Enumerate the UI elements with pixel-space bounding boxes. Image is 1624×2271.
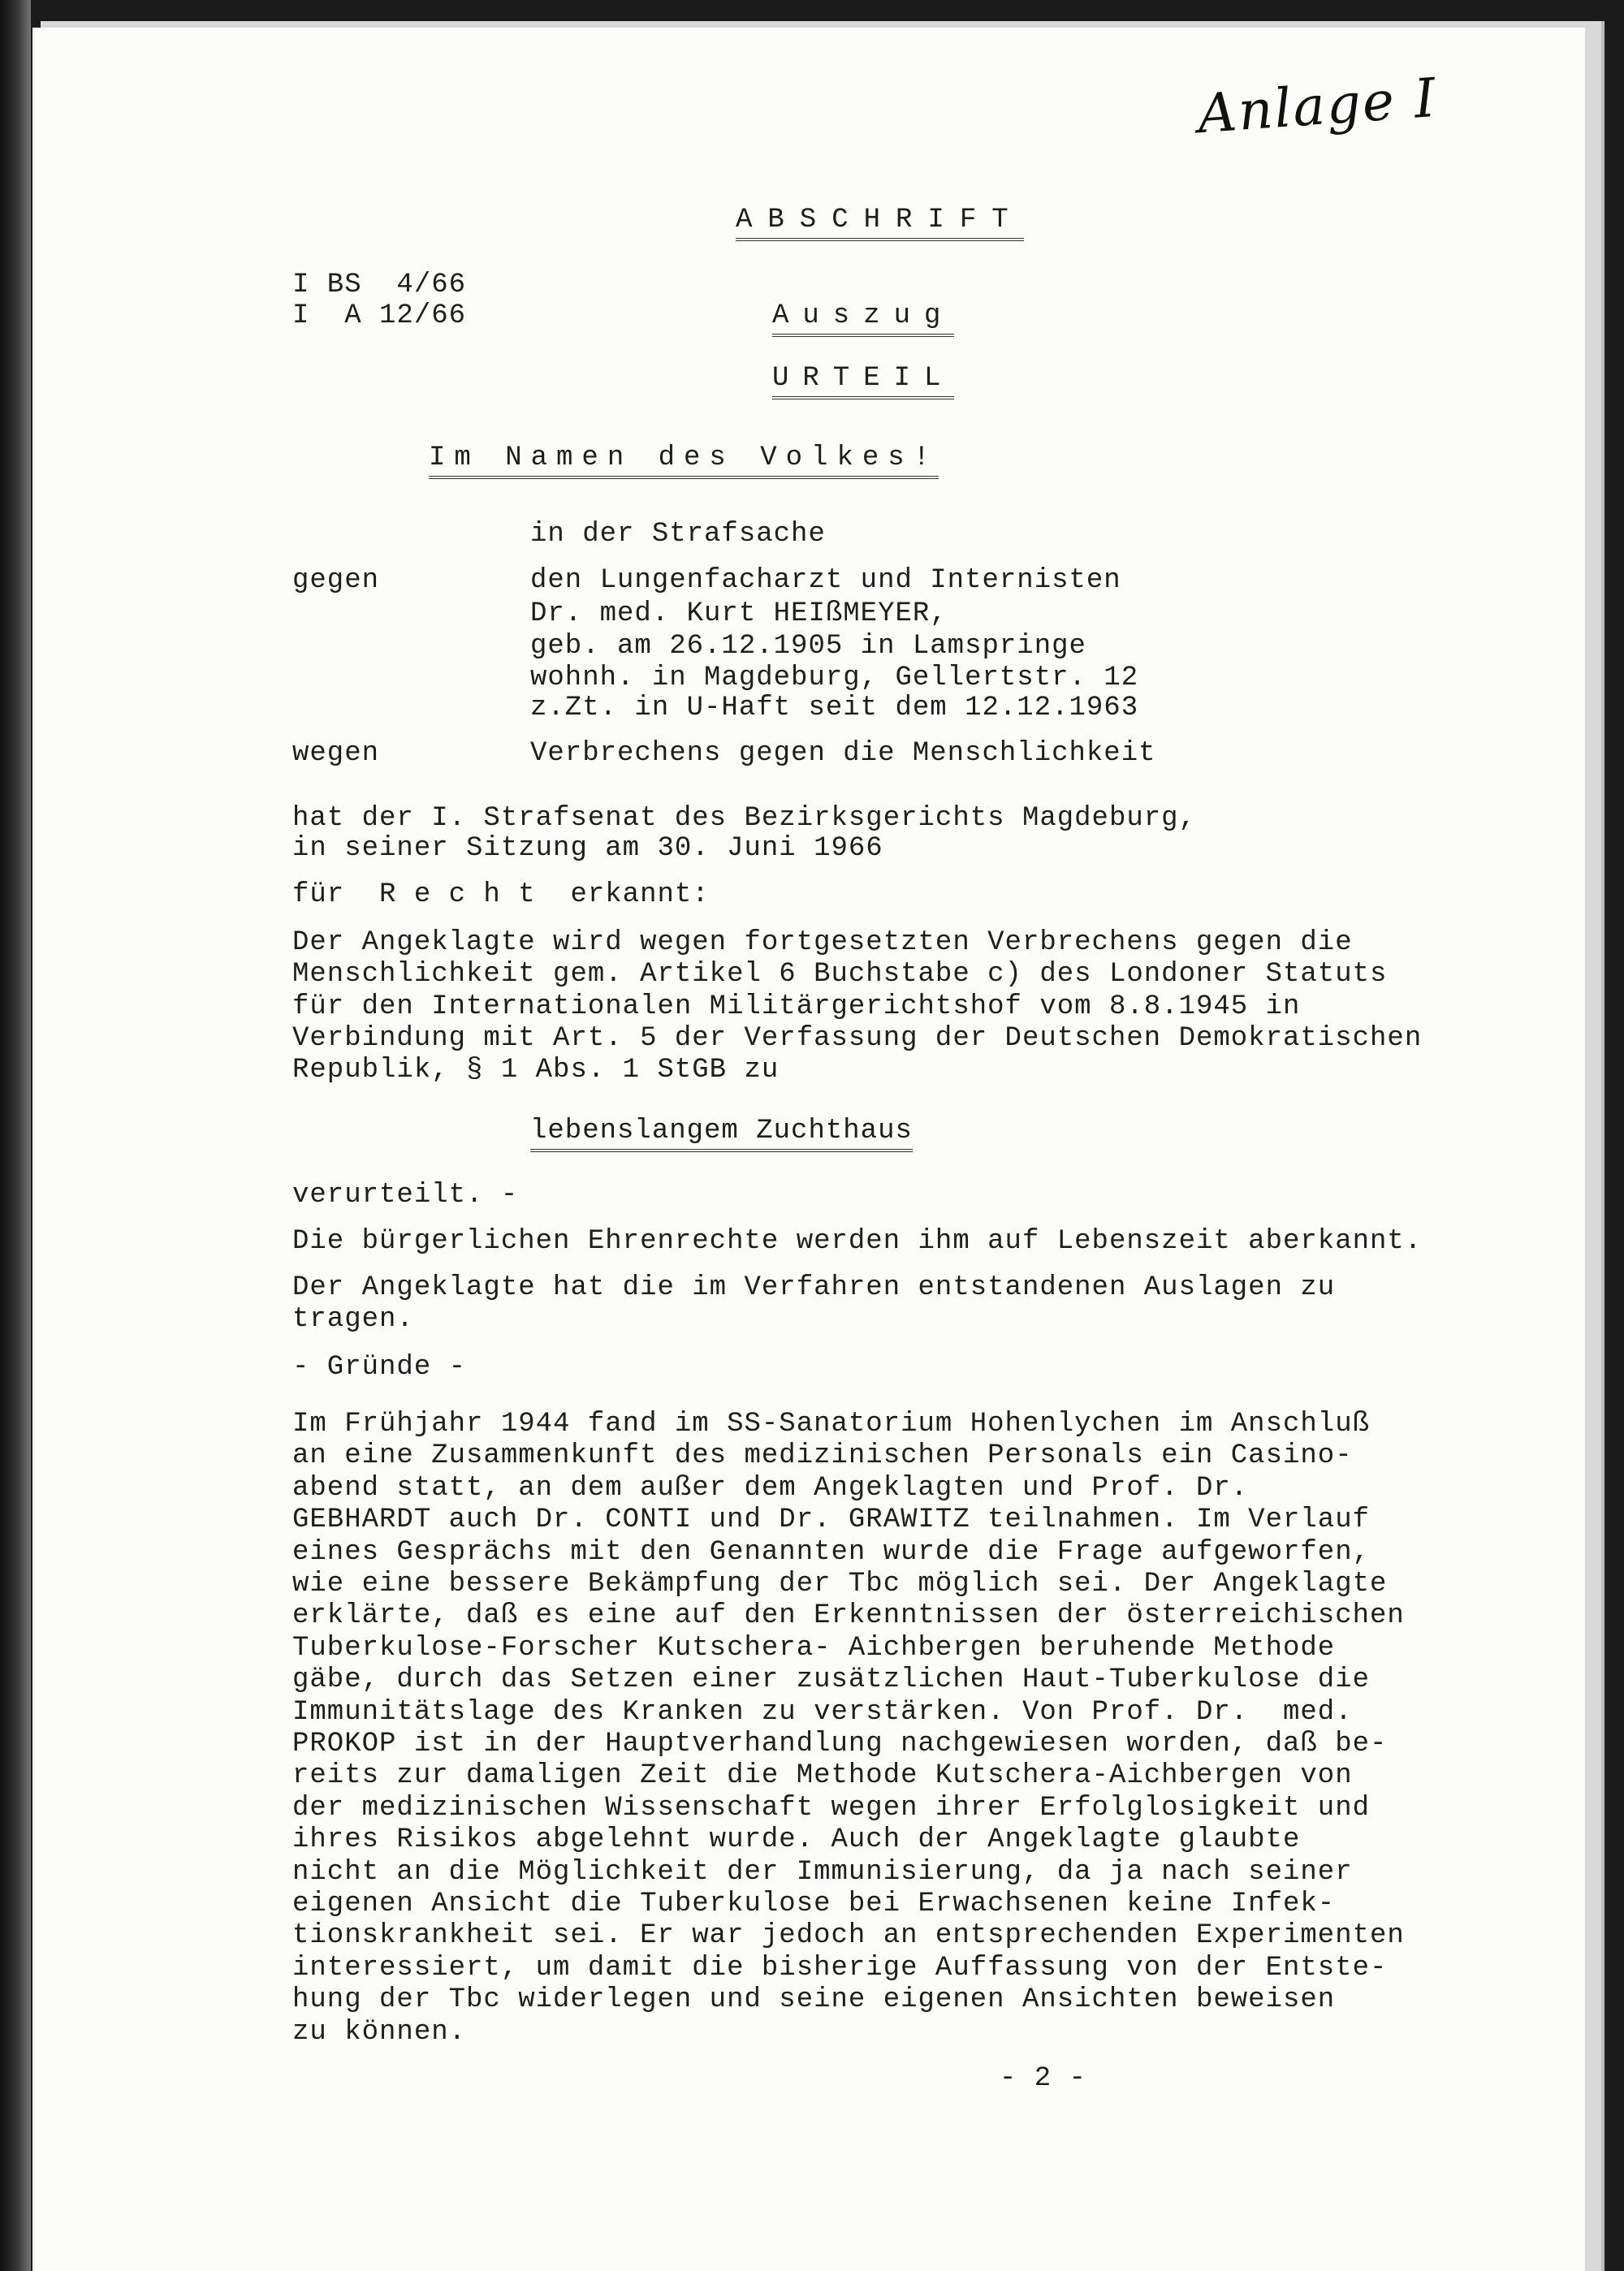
- reasons-line: GEBHARDT auch Dr. CONTI und Dr. GRAWITZ teilnahmen. Im Verlauf: [292, 1505, 1371, 1536]
- binding-edge: [0, 0, 31, 2271]
- defendant-line: Dr. med. Kurt HEIßMEYER,: [530, 598, 948, 629]
- reasons-line: interessiert, um damit die bisherige Auffassung von der Entste-: [292, 1952, 1388, 1984]
- verdict-intro: für R e c h t erkannt:: [292, 879, 710, 910]
- verdict-line: für den Internationalen Militärgerichtshof vom 8.8.1945 in: [292, 991, 1301, 1022]
- handwritten-annotation: Anlage I: [1195, 66, 1440, 146]
- reasons-line: gäbe, durch das Setzen einer zusätzlichen Haut-Tuberkulose die: [292, 1664, 1371, 1696]
- costs-line: Der Angeklagte hat die im Verfahren entstandenen Auslagen zu: [292, 1272, 1336, 1303]
- costs-line: tragen.: [292, 1304, 414, 1335]
- case-intro: in der Strafsache: [530, 519, 826, 550]
- reasons-line: PROKOP ist in der Hauptverhandlung nachgewiesen worden, daß be-: [292, 1729, 1388, 1759]
- reasons-line: abend statt, an dem außer dem Angeklagten und Prof. Dr.: [292, 1472, 1249, 1504]
- sentenced: verurteilt. -: [292, 1180, 519, 1211]
- reasons-line: tionskrankheit sei. Er war jedoch an entsprechenden Experimenten: [292, 1920, 1405, 1952]
- page-number: - 2 -: [1000, 2063, 1087, 2094]
- reasons-line: Tuberkulose-Forscher Kutschera- Aichbergen beruhende Methode: [292, 1632, 1336, 1664]
- sentence: lebenslangem Zuchthaus: [530, 1115, 913, 1152]
- charge-label: wegen: [292, 738, 380, 769]
- defendant-line: wohnh. in Magdeburg, Gellertstr. 12: [530, 663, 1139, 693]
- reasons-line: eigenen Ansicht die Tuberkulose bei Erwachsenen keine Infek-: [292, 1889, 1336, 1919]
- reasons-line: ihres Risikos abgelehnt wurde. Auch der Angeklagte glaubte: [292, 1824, 1301, 1856]
- charge: Verbrechens gegen die Menschlichkeit: [530, 738, 1156, 769]
- reasons-heading: - Gründe -: [292, 1352, 467, 1383]
- reasons-line: wie eine bessere Bekämpfung der Tbc möglich sei. Der Angeklagte: [292, 1569, 1388, 1600]
- against-label: gegen: [292, 565, 380, 596]
- reasons-line: reits zur damaligen Zeit die Methode Kutschera-Aichbergen von: [292, 1760, 1353, 1792]
- defendant-line: geb. am 26.12.1905 in Lamspringe: [530, 631, 1086, 662]
- defendant-line: den Lungenfacharzt und Internisten: [530, 565, 1121, 596]
- verdict-line: Der Angeklagte wird wegen fortgesetzten Verbrechens gegen die: [292, 927, 1353, 958]
- reasons-line: an eine Zusammenkunft des medizinischen Personals ein Casino-: [292, 1440, 1353, 1472]
- reasons-line: Im Frühjahr 1944 fand im SS-Sanatorium Hohenlychen im Anschluß: [292, 1409, 1371, 1440]
- document-title: ABSCHRIFT: [736, 204, 1024, 241]
- court-line: in seiner Sitzung am 30. Juni 1966: [292, 833, 883, 864]
- reasons-line: Immunitätslage des Kranken zu verstärken. Von Prof. Dr. med.: [292, 1696, 1353, 1728]
- civil-rights: Die bürgerlichen Ehrenrechte werden ihm auf Lebenszeit aberkannt.: [292, 1226, 1423, 1257]
- judgment-formula: Im Namen des Volkes!: [429, 442, 939, 479]
- file-reference: I BS 4/66: [292, 270, 467, 300]
- court-line: hat der I. Strafsenat des Bezirksgerichts Magdeburg,: [292, 803, 1196, 834]
- reasons-line: erklärte, daß es eine auf den Erkenntnissen der österreichischen: [292, 1600, 1405, 1632]
- document-subtitle: Auszug: [772, 300, 954, 337]
- reasons-line: der medizinischen Wissenschaft wegen ihrer Erfolglosigkeit und: [292, 1792, 1371, 1824]
- reasons-line: eines Gesprächs mit den Genannten wurde die Frage aufgeworfen,: [292, 1536, 1371, 1568]
- document-type: URTEIL: [772, 362, 954, 399]
- verdict-line: Verbindung mit Art. 5 der Verfassung der Deutschen Demokratischen: [292, 1023, 1423, 1054]
- reasons-line: hung der Tbc widerlegen und seine eigenen Ansichten beweisen: [292, 1984, 1336, 2016]
- verdict-line: Republik, § 1 Abs. 1 StGB zu: [292, 1055, 780, 1086]
- file-reference: I A 12/66: [292, 300, 467, 331]
- reasons-line: nicht an die Möglichkeit der Immunisierung, da ja nach seiner: [292, 1856, 1353, 1888]
- verdict-line: Menschlichkeit gem. Artikel 6 Buchstabe c) des Londoner Statuts: [292, 959, 1388, 990]
- reasons-line: zu können.: [292, 2016, 467, 2048]
- defendant-line: z.Zt. in U-Haft seit dem 12.12.1963: [530, 693, 1139, 723]
